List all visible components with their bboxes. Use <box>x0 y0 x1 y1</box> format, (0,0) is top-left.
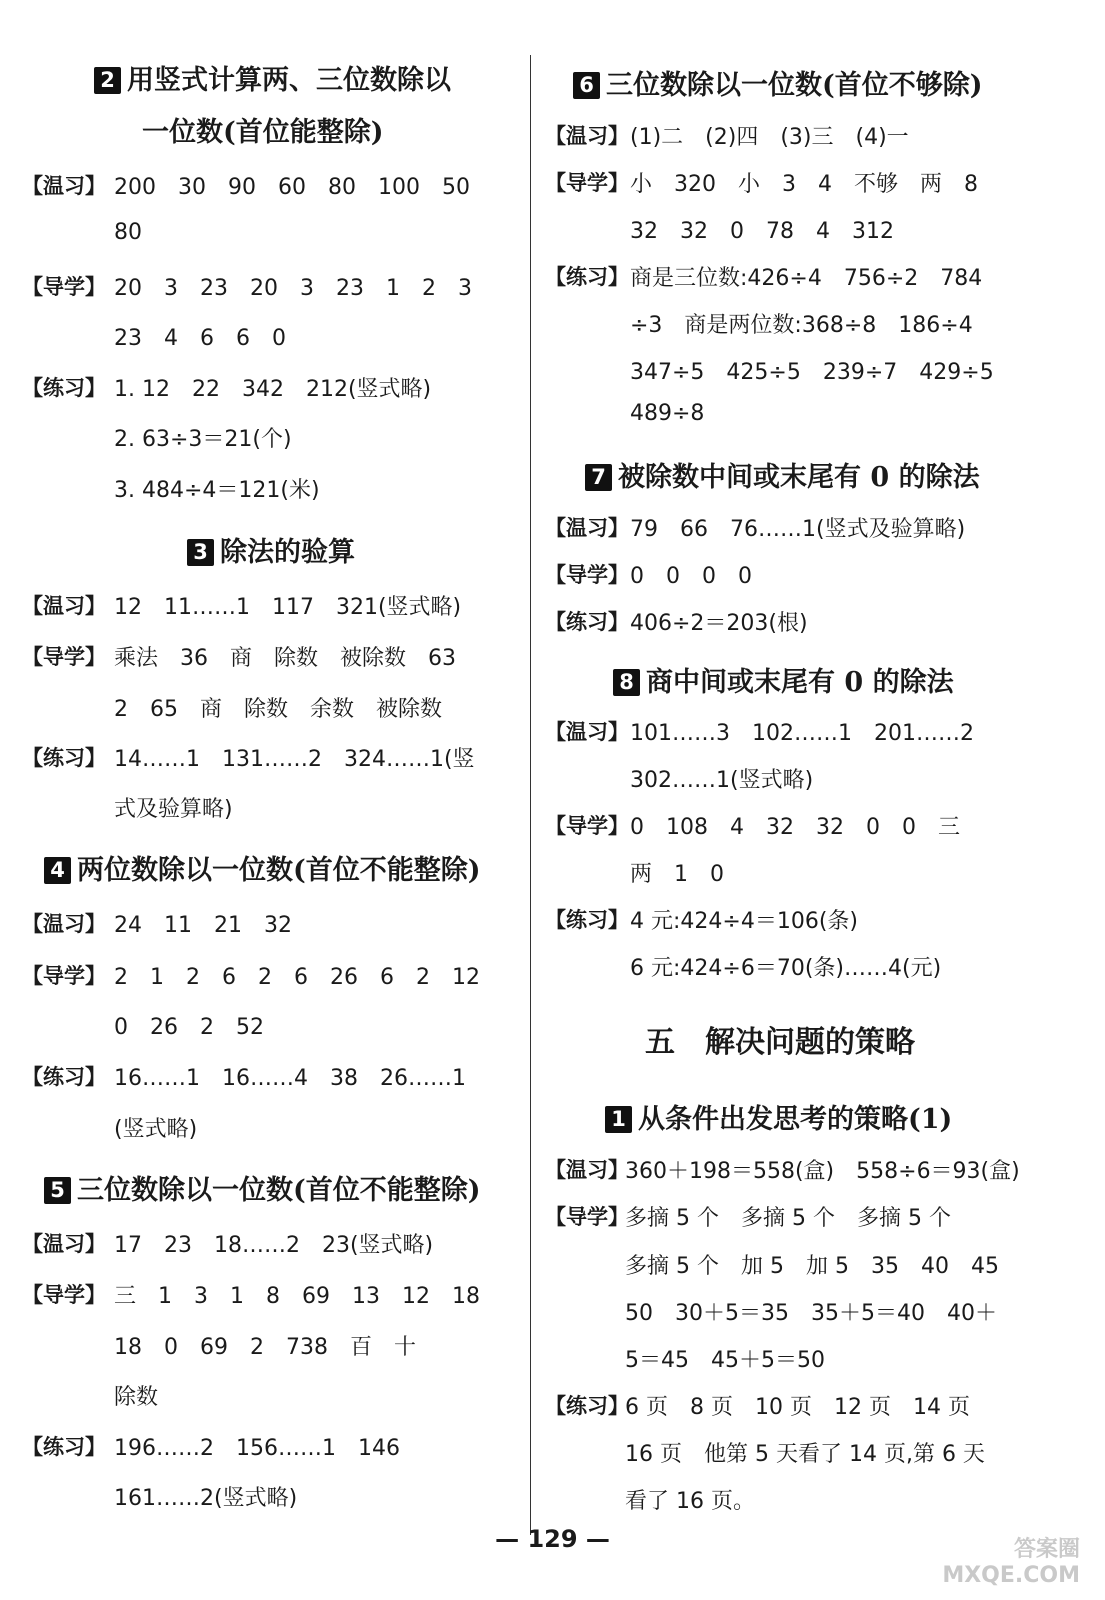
section-number-badge: 7 <box>585 464 612 491</box>
label-wenxi: 【温习】 <box>545 516 629 540</box>
section-title-line1: 用竖式计算两、三位数除以 <box>127 65 451 96</box>
text-line: 14……1 131……2 324……1(竖 <box>114 747 475 772</box>
label-lianxi: 【练习】 <box>22 1435 106 1459</box>
text-line: 17 23 18……2 23(竖式略) <box>114 1233 434 1258</box>
text-line: 看了 16 页。 <box>625 1489 755 1514</box>
text-line: 0 0 0 0 <box>630 564 752 589</box>
text-line: 79 66 76……1(竖式及验算略) <box>630 517 966 542</box>
section-7-title <box>585 455 980 494</box>
label-lianxi: 【练习】 <box>22 746 106 770</box>
text-line: 32 32 0 78 4 312 <box>630 219 894 244</box>
text-line: 50 30＋5＝35 35＋5＝40 40＋ <box>625 1301 997 1326</box>
text-line: 2 1 2 6 2 6 26 6 2 12 <box>114 965 480 990</box>
label-wenxi: 【温习】 <box>22 594 106 618</box>
text-line: 24 11 21 32 <box>114 913 292 938</box>
text-line: 489÷8 <box>630 401 705 426</box>
text-line: ÷3 商是两位数:368÷8 186÷4 <box>630 313 973 338</box>
section-title-text: 三位数除以一位数(首位不能整除) <box>77 1175 481 1206</box>
text-line: 乘法 36 商 除数 被除数 63 <box>114 646 456 671</box>
label-wenxi: 【温习】 <box>545 1158 629 1182</box>
watermark-logo: 答案圈 MXQE.COM <box>942 1537 1080 1588</box>
label-wenxi: 【温习】 <box>22 912 106 936</box>
section-title-text: 两位数除以一位数(首位不能整除) <box>77 855 481 886</box>
label-wenxi: 【温习】 <box>545 720 629 744</box>
section-number-badge: 8 <box>613 669 640 696</box>
section-title-text: 三位数除以一位数(首位不够除) <box>606 70 983 101</box>
label-wenxi: 【温习】 <box>22 174 106 198</box>
text-line: 161……2(竖式略) <box>114 1486 298 1511</box>
text-line: 12 11……1 117 321(竖式略) <box>114 595 462 620</box>
section-number-badge: 4 <box>44 857 71 884</box>
label-daoxue: 【导学】 <box>545 814 629 838</box>
label-lianxi: 【练习】 <box>22 1065 106 1089</box>
label-lianxi: 【练习】 <box>22 376 106 400</box>
section-6-title <box>573 63 983 102</box>
text-line: 406÷2＝203(根) <box>630 611 808 636</box>
section-number-badge: 1 <box>605 1106 632 1133</box>
chapter-title: 五 解决问题的策略 <box>645 1025 915 1060</box>
section-number-badge: 3 <box>187 539 214 566</box>
text-line: 196……2 156……1 146 <box>114 1436 400 1461</box>
text-line: 4 元:424÷4＝106(条) <box>630 909 858 934</box>
text-line: 302……1(竖式略) <box>630 768 814 793</box>
text-line: 式及验算略) <box>114 797 233 822</box>
section-title-text: 从条件出发思考的策略(1) <box>638 1104 953 1135</box>
text-line: 360＋198＝558(盒) 558÷6＝93(盒) <box>625 1159 1020 1184</box>
page-number: — 129 — <box>495 1525 610 1553</box>
text-line: 2. 63÷3＝21(个) <box>114 427 292 452</box>
text-line: 6 页 8 页 10 页 12 页 14 页 <box>625 1395 970 1420</box>
text-line: 小 320 小 3 4 不够 两 8 <box>630 172 978 197</box>
text-line: 23 4 6 6 0 <box>114 326 286 351</box>
text-line: 1. 12 22 342 212(竖式略) <box>114 377 432 402</box>
label-lianxi: 【练习】 <box>545 1394 629 1418</box>
text-line: 200 30 90 60 80 100 50 <box>114 175 470 200</box>
text-line: 3. 484÷4＝121(米) <box>114 478 320 503</box>
label-lianxi: 【练习】 <box>545 908 629 932</box>
column-divider <box>530 55 531 1535</box>
label-wenxi: 【温习】 <box>545 124 629 148</box>
label-daoxue: 【导学】 <box>545 171 629 195</box>
section-3-title <box>187 530 355 569</box>
section-title-text: 被除数中间或末尾有 0 的除法 <box>618 462 980 493</box>
text-line: 347÷5 425÷5 239÷7 429÷5 <box>630 360 994 385</box>
text-line: 多摘 5 个 加 5 加 5 35 40 45 <box>625 1254 999 1279</box>
text-line: 20 3 23 20 3 23 1 2 3 <box>114 276 472 301</box>
section-number-badge: 6 <box>573 72 600 99</box>
text-line: 三 1 3 1 8 69 13 12 18 <box>114 1284 480 1309</box>
section-title-text: 除法的验算 <box>220 537 355 568</box>
text-line: (竖式略) <box>114 1117 198 1142</box>
label-daoxue: 【导学】 <box>22 964 106 988</box>
text-line: 商是三位数:426÷4 756÷2 784 <box>630 266 983 291</box>
label-daoxue: 【导学】 <box>545 563 629 587</box>
label-daoxue: 【导学】 <box>22 645 106 669</box>
text-line: 16……1 16……4 38 26……1 <box>114 1066 466 1091</box>
section-4-title <box>44 848 481 887</box>
chapter-section-1-title <box>605 1097 952 1136</box>
label-daoxue: 【导学】 <box>22 275 106 299</box>
text-line: 80 <box>114 220 142 245</box>
text-line: 18 0 69 2 738 百 十 <box>114 1335 416 1360</box>
section-2-title-line2: 一位数(首位能整除) <box>142 117 384 148</box>
text-line: 除数 <box>114 1385 159 1410</box>
section-5-title <box>44 1168 481 1207</box>
text-line: 101……3 102……1 201……2 <box>630 721 974 746</box>
text-line: 6 元:424÷6＝70(条)……4(元) <box>630 956 942 981</box>
label-wenxi: 【温习】 <box>22 1232 106 1256</box>
text-line: 0 108 4 32 32 0 0 三 <box>630 815 960 840</box>
section-8-title <box>613 660 954 699</box>
section-2-title <box>94 58 451 97</box>
text-line: (1)二 (2)四 (3)三 (4)一 <box>630 125 909 150</box>
label-lianxi: 【练习】 <box>545 610 629 634</box>
text-line: 两 1 0 <box>630 862 724 887</box>
label-lianxi: 【练习】 <box>545 265 629 289</box>
label-daoxue: 【导学】 <box>22 1283 106 1307</box>
section-number-badge: 5 <box>44 1177 71 1204</box>
text-line: 5＝45 45＋5＝50 <box>625 1348 825 1373</box>
text-line: 2 65 商 除数 余数 被除数 <box>114 697 442 722</box>
section-number-badge: 2 <box>94 67 121 94</box>
text-line: 0 26 2 52 <box>114 1015 264 1040</box>
label-daoxue: 【导学】 <box>545 1205 629 1229</box>
section-title-text: 商中间或末尾有 0 的除法 <box>646 667 954 698</box>
text-line: 16 页 他第 5 天看了 14 页,第 6 天 <box>625 1442 985 1467</box>
text-line: 多摘 5 个 多摘 5 个 多摘 5 个 <box>625 1206 951 1231</box>
